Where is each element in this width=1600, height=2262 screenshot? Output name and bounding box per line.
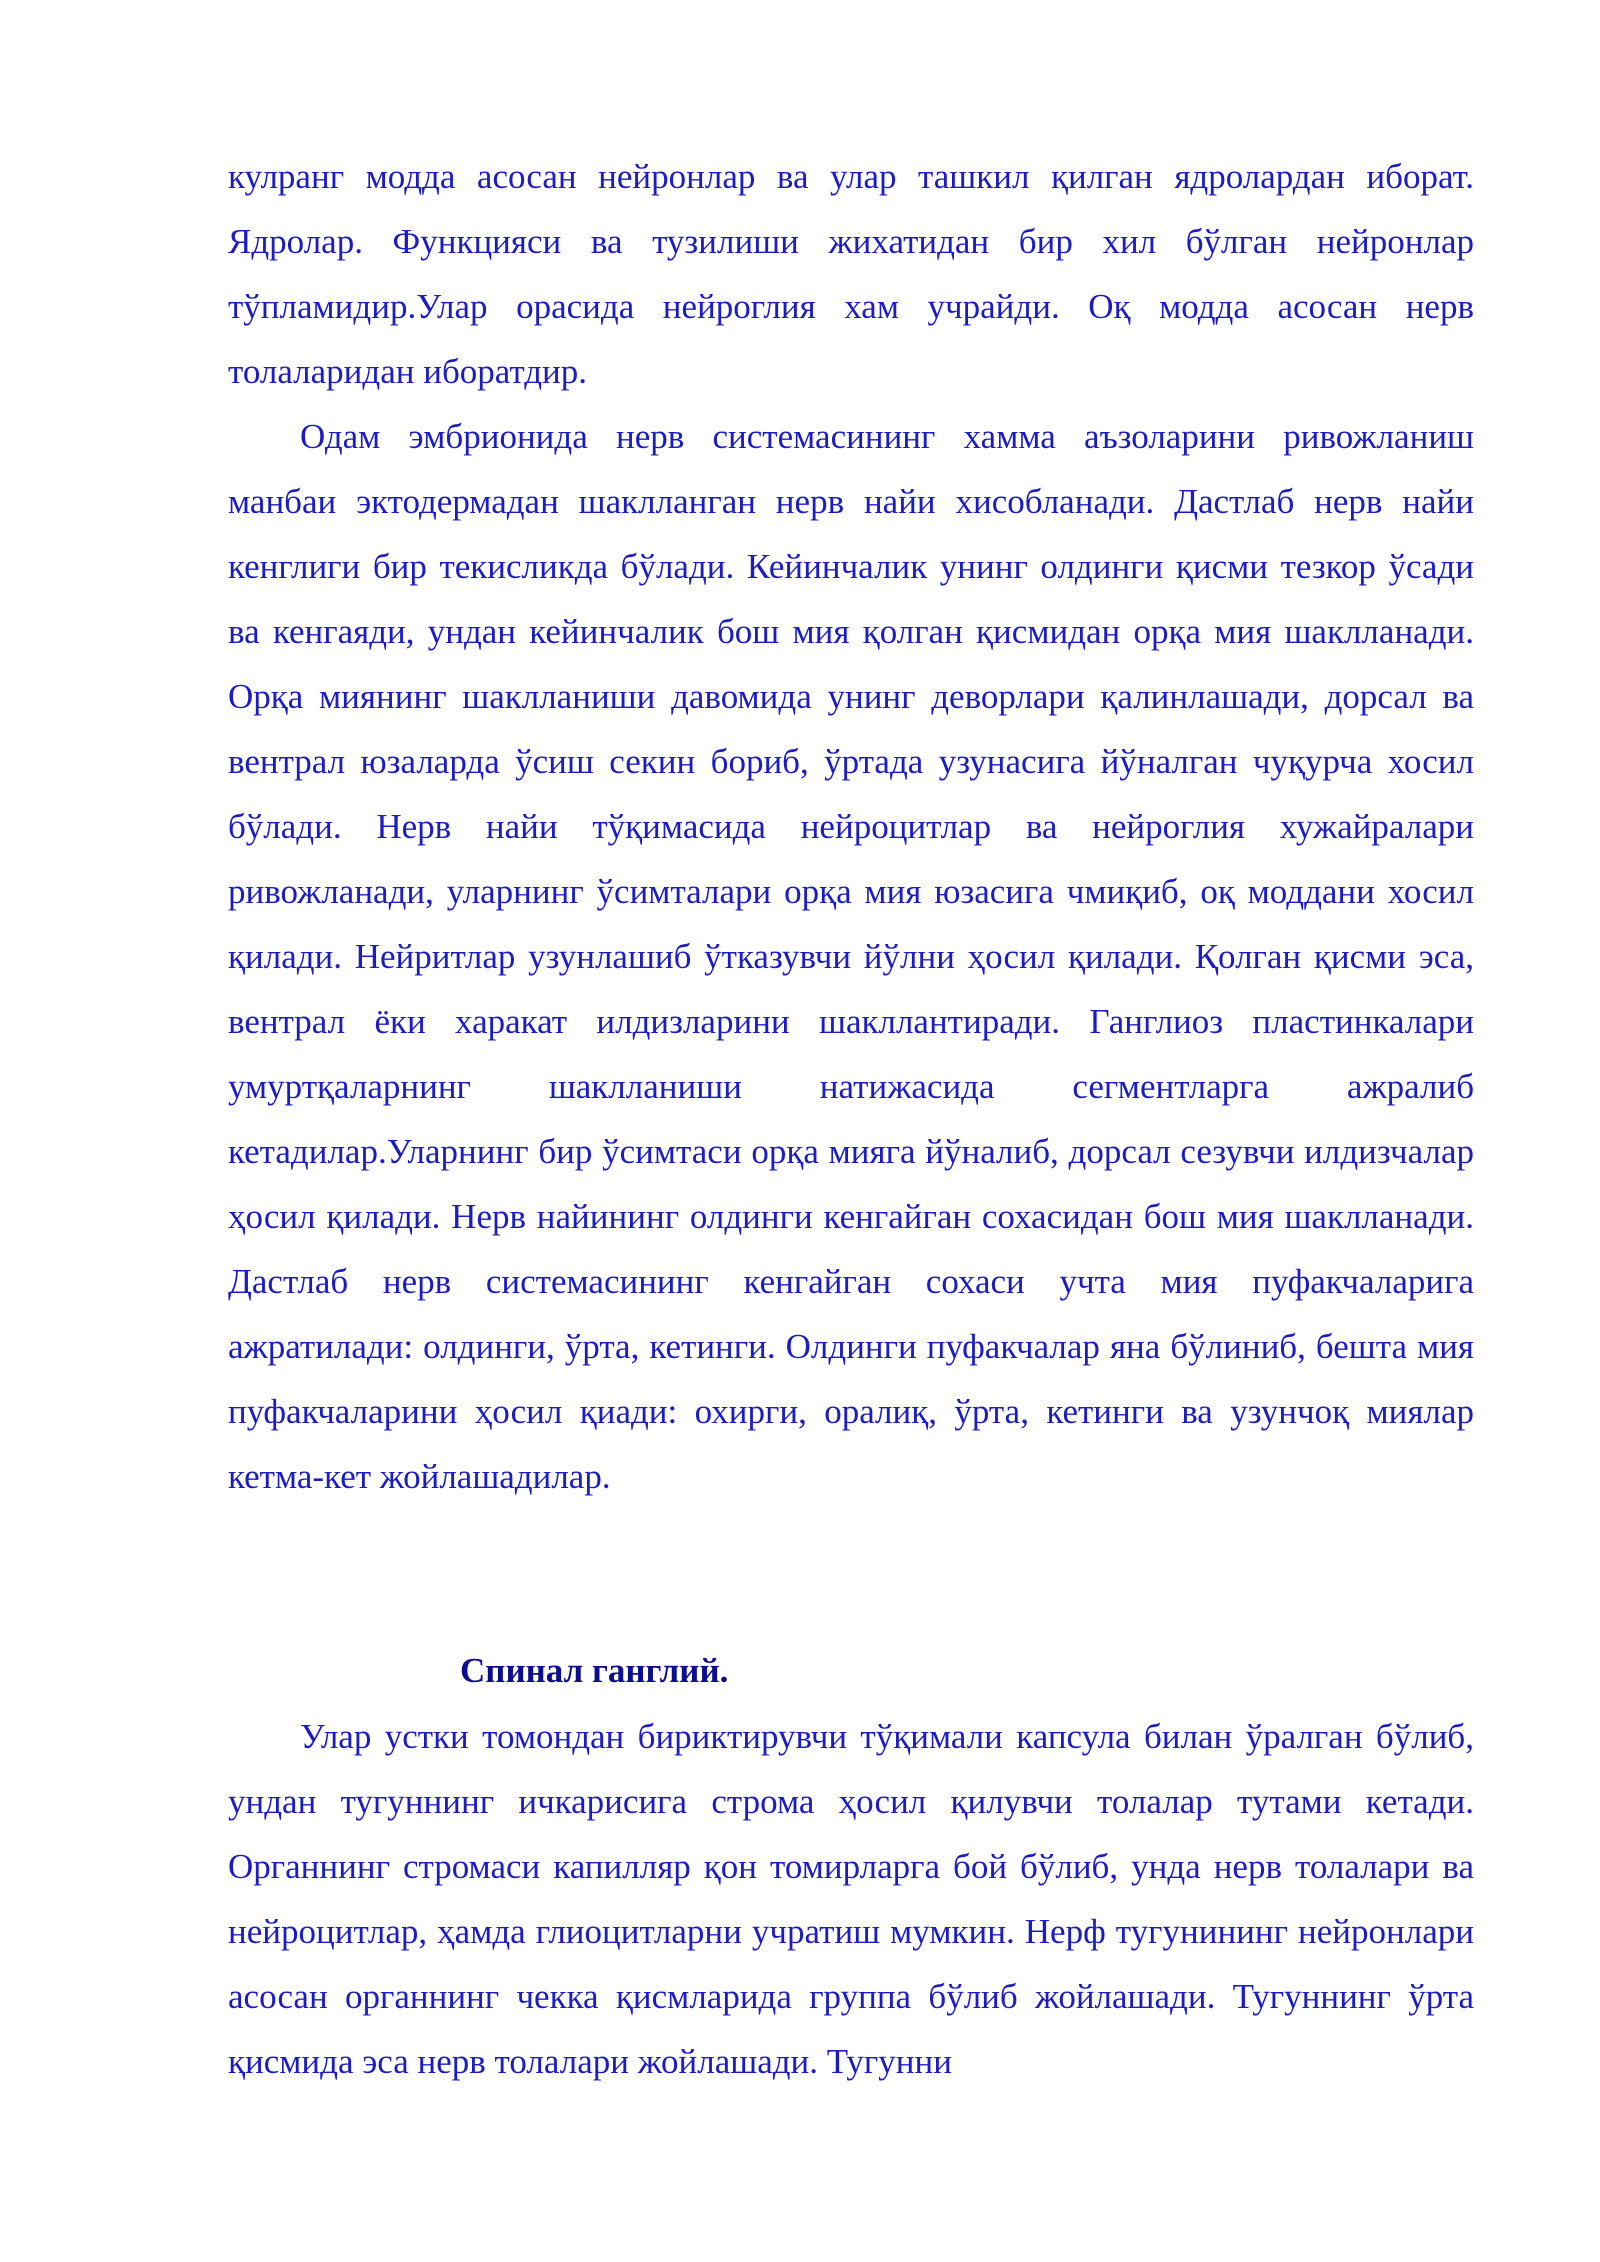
paragraph-embryo-development <box>228 404 1474 1509</box>
section-heading: Спинал ганглий. <box>460 1651 729 1690</box>
paragraph-spinal-ganglion <box>228 1704 1474 2094</box>
paragraph-text: кулранг модда асосан нейронлар ва улар ташкил қилган ядролардан иборат. Ядролар. Функцияси ва тузилиши жихатидан бир хил бўлган нейронлар тўпламидир.Улар орасида нейроглия хам учрайди. Оқ модда асосан нерв толаларидан иборатдир. <box>228 157 1474 391</box>
paragraph-text: Улар устки томондан бириктирувчи тўқимали капсула билан ўралган бўлиб, ундан тугуннинг ичкарисига строма ҳосил қилувчи толалар тутами кетади. Органнинг стромаси капилляр қон томирларга бой бўлиб, унда нерв толалари ва нейроцитлар, ҳамда глиоцитларни учратиш мумкин. Нерф тугунининг нейронлари асосан органнинг чекка қисмларида группа бўлиб жойлашади. Тугуннинг ўрта қисмида эса нерв толалари жойлашади. Тугунни <box>228 1717 1474 2081</box>
paragraph-gray-matter <box>228 144 1474 404</box>
paragraph-text: Одам эмбрионида нерв системасининг хамма аъзоларини ривожланиш манбаи эктодермадан шаклланган нерв найи хисобланади. Дастлаб нерв найи кенглиги бир текисликда бўлади. Кейинчалик унинг олдинги қисми тезкор ўсади ва кенгаяди, ундан кейинчалик бош мия қолган қисмидан орқа мия шаклланади. Орқа миянинг шаклланиши давомида унинг деворлари қалинлашади, дорсал ва вентрал юзаларда ўсиш секин бориб, ўртада узунасига йўналган чуқурча хосил бўлади. Нерв найи тўқимасида нейроцитлар ва нейроглия хужайралари ривожланади, уларнинг ўсимталари орқа мия юзасига чмиқиб, оқ моддани хосил қилади. Нейритлар узунлашиб ўтказувчи йўлни ҳосил қилади. Қолган қисми эса, вентрал ёки харакат илдизларини шакллантиради. Ганглиоз пластинкалари умуртқаларнинг шаклланиши натижасида сегментларга ажралиб кетадилар.Уларнинг бир ўсимтаси орқа мияга йўналиб, дорсал сезувчи илдизчалар ҳосил қилади. Нерв найининг олдинги кенгайган сохасидан бош мия шаклланади. Дастлаб нерв системасининг кенгайган сохаси учта мия пуфакчаларига ажратилади: олдинги, ўрта, кетинги. Олдинги пуфакчалар яна бўлиниб, бешта мия пуфакчаларини ҳосил қиади: охирги, оралиқ, ўрта, кетинги ва узунчоқ миялар кетма-кет жойлашадилар. <box>228 417 1474 1496</box>
